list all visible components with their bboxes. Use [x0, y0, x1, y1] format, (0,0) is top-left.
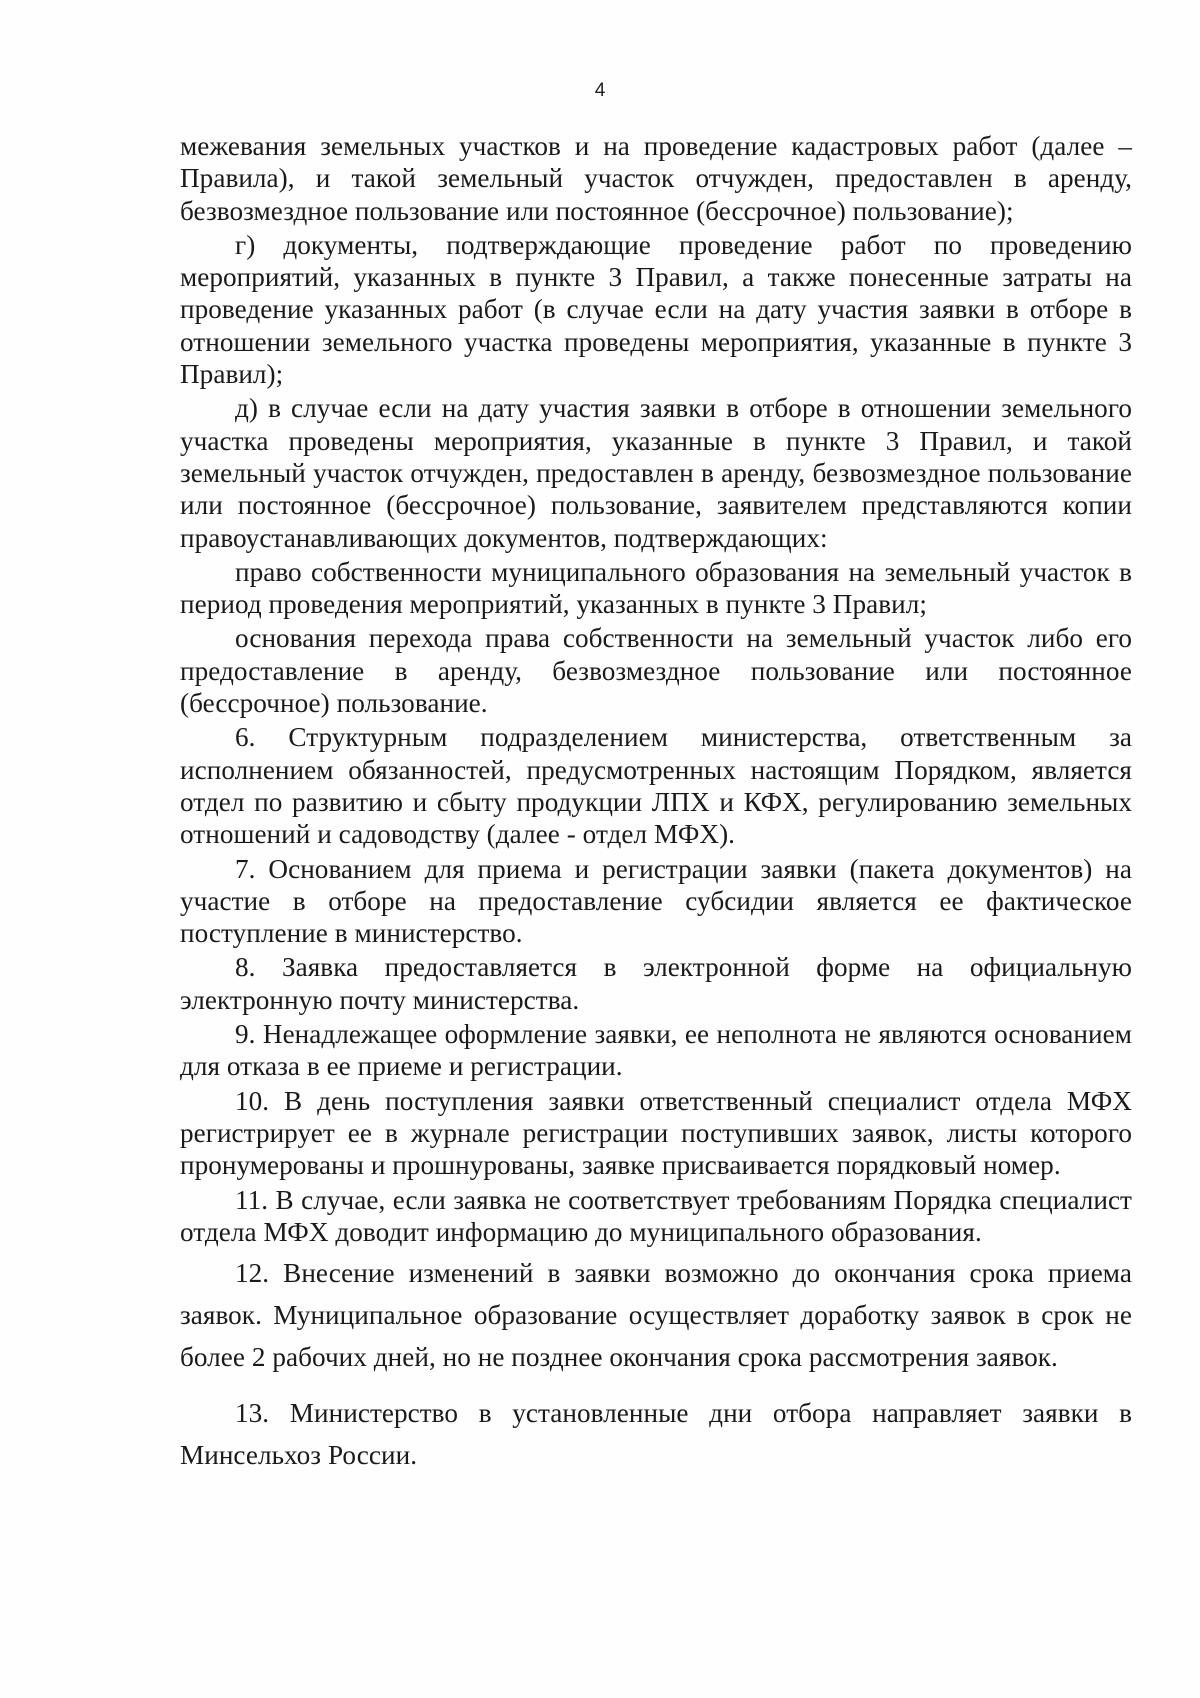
- page-number: 4: [594, 80, 606, 101]
- paragraph-12: 12. Внесение изменений в заявки возможно до окончания срока приема заявок. Муниципальное образование осуществляет доработку заявок в срок не более 2 рабочих дней, но не позднее окончания срока рассмотрения заявок.: [180, 1258, 1132, 1373]
- paragraph-11: 11. В случае, если заявка не соответствует требованиям Порядка специалист отдела МФХ доводит информацию до муниципального образования.: [180, 1184, 1132, 1247]
- paragraph-10: 10. В день поступления заявки ответственный специалист отдела МФХ регистрирует ее в журнале регистрации поступивших заявок, листы которого пронумерованы и прошнурованы, заявке присваивается порядковый номер.: [180, 1085, 1132, 1181]
- paragraph-ownership-right: право собственности муниципального образования на земельный участок в период проведения мероприятий, указанных в пункте 3 Правил;: [180, 556, 1132, 620]
- document-body: [180, 130, 1132, 1476]
- paragraph-item-g: г) документы, подтверждающие проведение работ по проведению мероприятий, указанных в пункте 3 Правил, а также понесенные затраты на проведение указанных работ (в случае если на дату участия заявки в отборе в отношении земельного участка проведены мероприятия, указанные в пункте 3 Правил);: [180, 229, 1132, 390]
- paragraph-7: 7. Основанием для приема и регистрации заявки (пакета документов) на участие в отборе на предоставление субсидии является ее фактическое поступление в министерство.: [180, 853, 1132, 949]
- paragraph-item-d: д) в случае если на дату участия заявки в отборе в отношении земельного участка проведены мероприятия, указанные в пункте 3 Правил, и такой земельный участок отчужден, предоставлен в аренду, безвозмездное пользование или постоянное (бессрочное) пользование, заявителем представляются копии правоустанавливающих документов, подтверждающих:: [180, 393, 1132, 553]
- paragraph-transfer-grounds: основания перехода права собственности на земельный участок либо его предоставление в аренду, безвозмездное пользование или постоянное (бессрочное) пользование.: [180, 623, 1132, 719]
- paragraph-6: 6. Структурным подразделением министерства, ответственным за исполнением обязанностей, предусмотренных настоящим Порядком, является отдел по развитию и сбыту продукции ЛПХ и КФХ, регулированию земельных отношений и садоводству (далее - отдел МФХ).: [180, 722, 1132, 850]
- paragraph-8: 8. Заявка предоставляется в электронной форме на официальную электронную почту министерства.: [180, 952, 1132, 1015]
- paragraph-continuation: межевания земельных участков и на проведение кадастровых работ (далее – Правила), и такой земельный участок отчужден, предоставлен в аренду, безвозмездное пользование или постоянное (бессрочное) пользование);: [180, 131, 1132, 226]
- paragraph-13: 13. Министерство в установленные дни отбора направляет заявки в Минсельхоз России.: [180, 1398, 1132, 1471]
- paragraph-9: 9. Ненадлежащее оформление заявки, ее неполнота не являются основанием для отказа в ее приеме и регистрации.: [180, 1019, 1132, 1082]
